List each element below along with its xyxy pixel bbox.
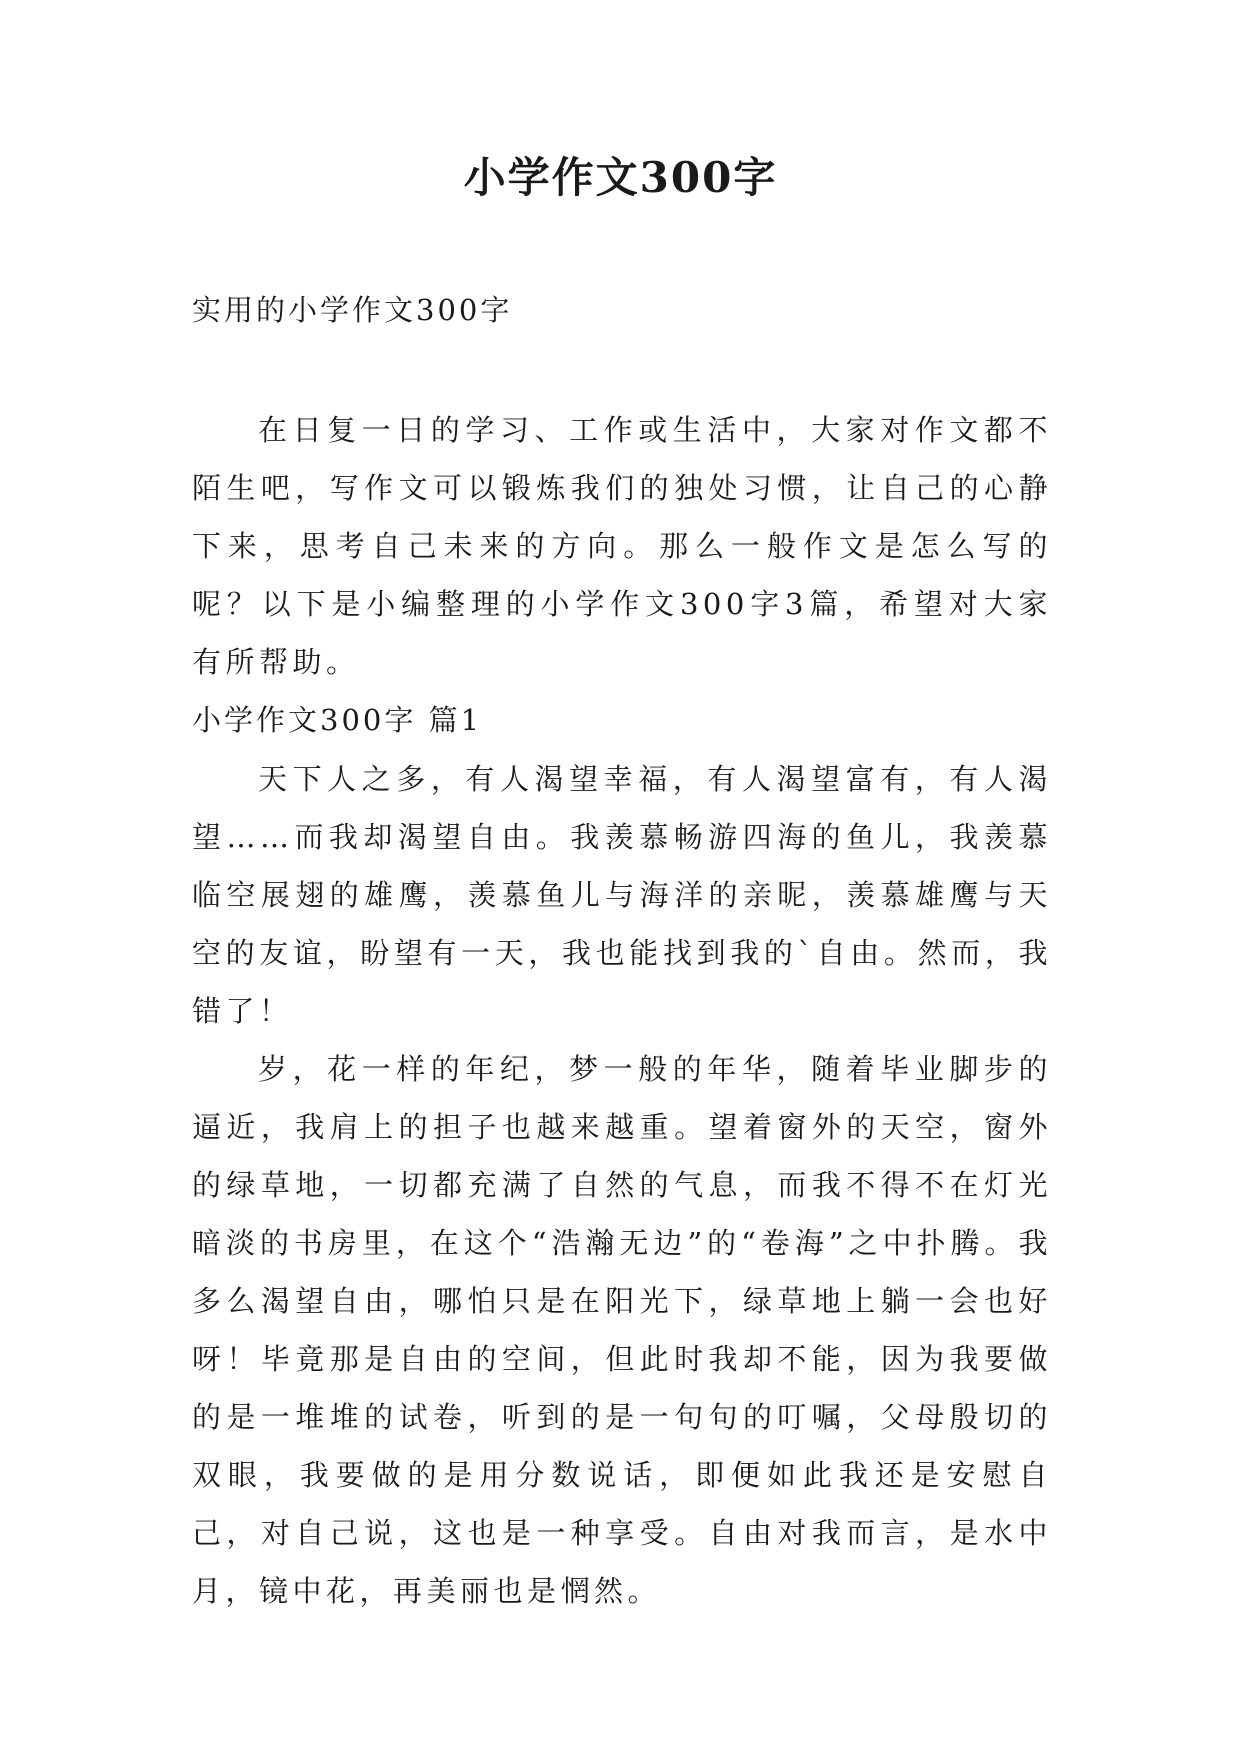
document-subtitle: 实用的小学作文300字 bbox=[192, 293, 513, 327]
section-heading: 小学作文300字 篇1 bbox=[192, 703, 483, 737]
essay-body bbox=[192, 750, 1052, 1620]
essay-paragraph-1: 天下人之多，有人渴望幸福，有人渴望富有，有人渴望……而我却渴望自由。我羡慕畅游四海的鱼儿，我羡慕临空展翅的雄鹰，羡慕鱼儿与海洋的亲昵，羡慕雄鹰与天空的友谊，盼望有一天，我也能找到我的`自由。然而，我错了！ bbox=[192, 762, 1052, 1028]
intro-paragraph: 在日复一日的学习、工作或生活中，大家对作文都不陌生吧，写作文可以锻炼我们的独处习惯，让自己的心静下来，思考自己未来的方向。那么一般作文是怎么写的呢？以下是小编整理的小学作文300字3篇，希望对大家有所帮助。 bbox=[192, 413, 1052, 679]
document-title: 小学作文300字 bbox=[463, 153, 778, 202]
essay-paragraph-2: 岁，花一样的年纪，梦一般的年华，随着毕业脚步的逼近，我肩上的担子也越来越重。望着窗外的天空，窗外的绿草地，一切都充满了自然的气息，而我不得不在灯光暗淡的书房里，在这个“浩瀚无边”的“卷海”之中扑腾。我多么渴望自由，哪怕只是在阳光下，绿草地上躺一会也好呀！毕竟那是自由的空间，但此时我却不能，因为我要做的是一堆堆的试卷，听到的是一句句的叮嘱，父母殷切的双眼，我要做的是用分数说话，即便如此我还是安慰自己，对自己说，这也是一种享受。自由对我而言，是水中月，镜中花，再美丽也是惘然。 bbox=[192, 1052, 1052, 1608]
